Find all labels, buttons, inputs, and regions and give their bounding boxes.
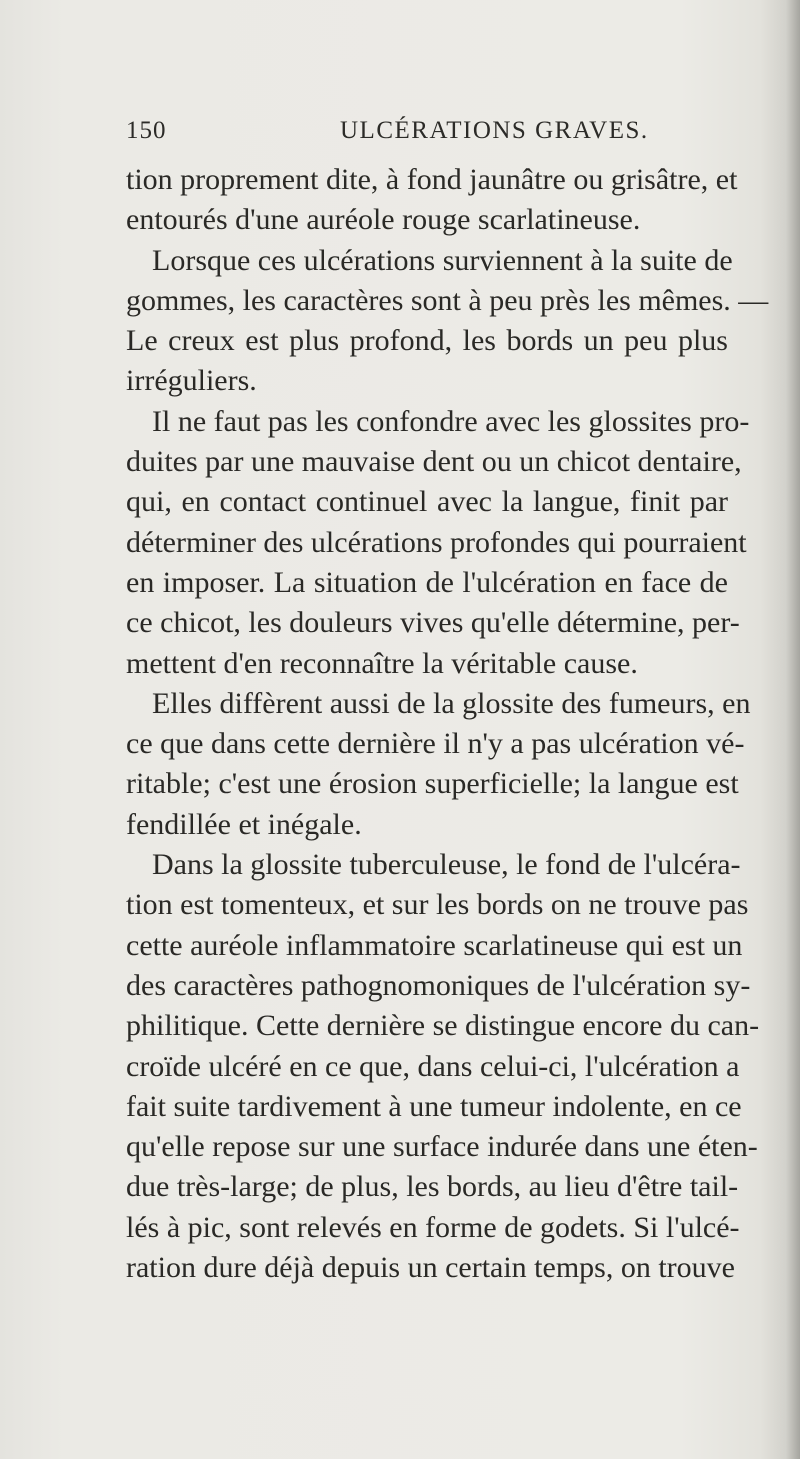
text-line: mettent d'en reconnaître la véritable cause. — [126, 646, 638, 680]
text-line: irréguliers. — [126, 364, 257, 398]
text-line: fait suite tardivement à une tumeur indolente, en ce — [126, 1089, 742, 1123]
text-line: ritable; c'est une érosion superficielle; la langue est — [126, 767, 739, 801]
text-line: Elles diffèrent aussi de la glossite des fumeurs, en — [152, 686, 751, 720]
text-line: en imposer. La situation de l'ulcération en face de — [126, 565, 728, 599]
text-line: Il ne faut pas les confondre avec les glossites pro- — [152, 404, 750, 438]
page-edge-shadow — [786, 0, 800, 1459]
text-line: philitique. Cette dernière se distingue encore du can- — [126, 1009, 760, 1043]
text-line: Dans la glossite tuberculeuse, le fond de l'ulcéra- — [152, 848, 741, 882]
text-line: fendillée et inégale. — [126, 807, 362, 841]
text-line: ce que dans cette dernière il n'y a pas ulcération vé- — [126, 727, 745, 761]
text-line: qui, en contact continuel avec la langue, finit par — [126, 485, 728, 519]
text-line: déterminer des ulcérations profondes qui pourraient — [126, 525, 747, 559]
text-line: croïde ulcéré en ce que, dans celui-ci, l'ulcération a — [126, 1049, 740, 1083]
text-line: ration dure déjà depuis un certain temps, on trouve — [126, 1251, 735, 1285]
text-line: ce chicot, les douleurs vives qu'elle détermine, per- — [126, 606, 740, 640]
body-text — [126, 160, 769, 1288]
text-line: lés à pic, sont relevés en forme de godets. Si l'ulcé- — [126, 1210, 740, 1244]
text-line: tion proprement dite, à fond jaunâtre ou grisâtre, et — [126, 163, 738, 196]
text-line: qu'elle repose sur une surface indurée dans une éten- — [126, 1130, 758, 1164]
running-head — [126, 117, 722, 149]
text-line: due très-large; de plus, les bords, au lieu d'être tail- — [126, 1170, 739, 1204]
chapter-title: ULCÉRATIONS GRAVES. — [340, 117, 649, 144]
text-line: duites par une mauvaise dent ou un chicot dentaire, — [126, 445, 742, 479]
text-line: cette auréole inflammatoire scarlatineuse qui est un — [126, 928, 743, 962]
text-line: entourés d'une auréole rouge scarlatineuse. — [126, 203, 641, 237]
text-line: Le creux est plus profond, les bords un peu plus — [126, 324, 728, 358]
text-line: Lorsque ces ulcérations surviennent à la suite de — [152, 243, 733, 277]
page-number: 150 — [126, 117, 167, 144]
text-line: des caractères pathognomoniques de l'ulcération sy- — [126, 968, 751, 1002]
text-line: gommes, les caractères sont à peu près les mêmes. — — [126, 283, 769, 317]
text-line: tion est tomenteux, et sur les bords on ne trouve pas — [126, 888, 749, 922]
